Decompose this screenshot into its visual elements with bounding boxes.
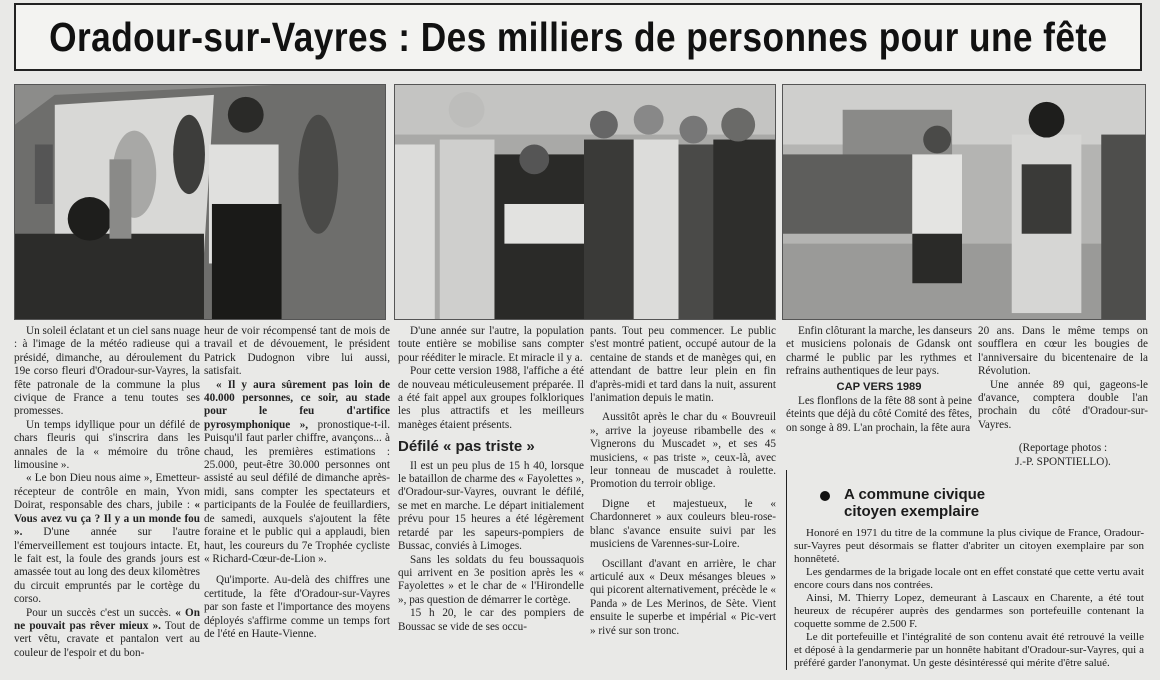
sidebar-title-line: citoyen exemplaire (844, 503, 980, 520)
article-column-6 (978, 325, 1148, 468)
paragraph (14, 472, 200, 606)
quote: « Vous avez vu ça ? Il y a un monde fou ». (14, 499, 200, 539)
paragraph: Qu'importe. Au-delà des chiffres une certitude, la fête d'Oradour-sur-Vayres par son faste et l'importance des moyens déployés s'affirme comme un temps fort de l'été en Haute-Vienne. (204, 574, 390, 640)
text: Tout de vert vêtu, cravate et pantalon vert au couleur de l'espoir et du bon- (14, 619, 200, 659)
article-column-4 (590, 325, 776, 675)
headline-box (14, 3, 1142, 71)
photo-folk-dancers (782, 84, 1146, 320)
section-heading: CAP VERS 1989 (836, 380, 922, 393)
photo-credit (978, 442, 1148, 469)
paragraph: heur de voir récompensé tant de mois de travail et de dévouement, le président Patrick Dudognon vibre lui aussi, satisfait. (204, 325, 390, 378)
subheading: Défilé « pas triste » (398, 438, 535, 456)
paragraph: Aussitôt après le char du « Bouvreuil », arrive la joyeuse ribambelle des « Vignerons du Muscadet », et ses 45 musiciens, « pas triste », ceux-là, avec leur tonneau de muscadet à roulette. Promotion du terroir oblige. (590, 411, 776, 491)
paragraph: Ainsi, M. Thierry Lopez, demeurant à Lascaux en Charente, a été tout heureux de récupérer auprès des gendarmes son portefeuille contenant la coquette somme de 2.500 F. (794, 592, 1144, 630)
text: Pour un succès c'est un succès. (26, 606, 176, 619)
article-column-2 (204, 325, 390, 675)
sidebar-title (820, 486, 1140, 520)
credit-line: (Reportage photos : (1018, 442, 1108, 455)
photo-group-portrait (394, 84, 776, 320)
paragraph: Les gendarmes de la brigade locale ont en effet constaté que cette vertu avait encore cours dans nos contrées. (794, 566, 1144, 591)
article-column-1 (14, 325, 200, 675)
text: D'une année sur l'autre l'émerveillement est toujours intacte. Et, le fait est, la foule des grands jours est amassée tout au long des deux kilomètres du circuit empruntés par le cortège du corso. (14, 526, 200, 606)
paragraph: Les flonflons de la fête 88 sont à peine éteints que déjà du côté Comité des fêtes, on songe à 89. L'an prochain, la fête aura (786, 395, 972, 434)
text: pronostique-t-il. Puisqu'il faut parler chiffre, avançons... à chaud, les premières estimations : 25.000, peut-être 30.000 personnes ont assisté au seul défilé de dimanche après-midi, sans compter les spectateurs et participants de la Foulée de feuillardiers, de samedi, auxquels s'ajoutent la fête foraine et le public qui a applaudi, bien haut, les coureurs du 7e Trophée cycliste « Richard-Cœur-de-Lion ». (204, 418, 390, 565)
paragraph: Une année 89 qui, gageons-le d'avance, comptera double l'an prochain du côté d'Oradour-sur-Vayres. (978, 378, 1148, 431)
text: « Le bon Dieu nous aime », Emetteur-récepteur de contrôle en main, Yvon Doirat, responsable des chars, jubile : (14, 472, 200, 512)
paragraph: Sans les soldats du feu boussaquois qui arrivent en 3e position après les « Fayolettes » et le char de « l'Hirondelle », pas question de démarrer le cortège. (398, 553, 584, 606)
photo-parade-float (14, 84, 386, 320)
paragraph: Honoré en 1971 du titre de la commune la plus civique de France, Oradour-sur-Vayres peut désormais se flatter d'abriter un citoyen exemplaire par son honnêteté. (794, 527, 1144, 565)
paragraph: Enfin clôturant la marche, les danseurs et musiciens polonais de Gdansk ont charmé le public par les rythmes et refrains authentiques de leur pays. (786, 325, 972, 378)
sidebar-title-line: A commune civique (844, 486, 986, 503)
paragraph: Le dit portefeuille et l'intégralité de son contenu avait été retrouvé la veille et déposé à la gendarmerie par un honnête habitant d'Oradour-sur-Vayres, qui a préféré garder l'anonymat. Un geste désintéressé qui mérite d'être salué. (794, 631, 1144, 669)
quote: « On ne pouvait pas rêver mieux ». (14, 606, 200, 632)
sidebar-rule (786, 470, 787, 670)
paragraph (14, 607, 200, 661)
credit-line: J.-P. SPONTIELLO). (1015, 455, 1111, 468)
paragraph: pants. Tout peu commencer. Le public s'est montré patient, occupé autour de la centaine de stands et de manèges qui, en attendant de battre leur plein en fin d'après-midi et tard dans la nuit, assurent l'animation depuis le matin. (590, 325, 776, 405)
paragraph: Il est un peu plus de 15 h 40, lorsque le bataillon de charme des « Fayolettes », d'Oradour-sur-Vayres, ouvrant le défilé, se met en marche. Le départ initialement prévu pour 15 heures a été légèrement retardé par les sapeurs-pompiers de Bussac, conviés à Limoges. (398, 459, 584, 553)
article-column-5 (786, 325, 972, 451)
paragraph: Un temps idyllique pour un défilé de chars fleuris qui s'inscrira dans les annales de la « mémoire du trône limousine ». (14, 418, 200, 472)
paragraph: D'une année sur l'autre, la population toute entière se mobilise sans compter pour rééditer le miracle. Et miracle il y a. (398, 325, 584, 364)
article-column-3 (398, 325, 584, 675)
paragraph: 15 h 20, le car des pompiers de Boussac se vide de ses occu- (398, 607, 584, 633)
paragraph: Un soleil éclatant et un ciel sans nuage : à l'image de la météo radieuse qui a présidé, dimanche, au déroulement du 19e corso fleuri d'Oradour-sur-Vayres, la fête patronale de la commune la plus civique de France a tenu toutes ses promesses. (14, 325, 200, 418)
quote: « Il y aura sûrement pas loin de 40.000 personnes, ce soir, au stade pour le feu d'artifice pyrosymphonique », (204, 378, 390, 431)
paragraph (204, 379, 390, 567)
paragraph: Pour cette version 1988, l'affiche a été de nouveau méticuleusement préparée. Il a été fait appel aux groupes folkloriques les plus attractifs et les meilleurs manèges étaient présents. (398, 365, 584, 431)
headline: Oradour-sur-Vayres : Des milliers de personnes pour une fête (48, 13, 1108, 60)
paragraph: Oscillant d'avant en arrière, le char articulé aux « Deux mésanges bleues » qui picorent alternativement, précède le « Panda » de Les Merinos, de Sète. Vient ensuite le superbe et impérial « Pic-vert » rivé sur son tronc. (590, 557, 776, 637)
paragraph: 20 ans. Dans le même temps on soufflera en cœur les bougies de l'anniversaire du bicentenaire de la Révolution. (978, 325, 1148, 378)
paragraph: Digne et majestueux, le « Chardonneret » aux couleurs bleu-rose-blanc s'avance ensuite suivi par les musiciens de Varennes-sur-Loire. (590, 497, 776, 551)
sidebar-text (794, 527, 1144, 675)
